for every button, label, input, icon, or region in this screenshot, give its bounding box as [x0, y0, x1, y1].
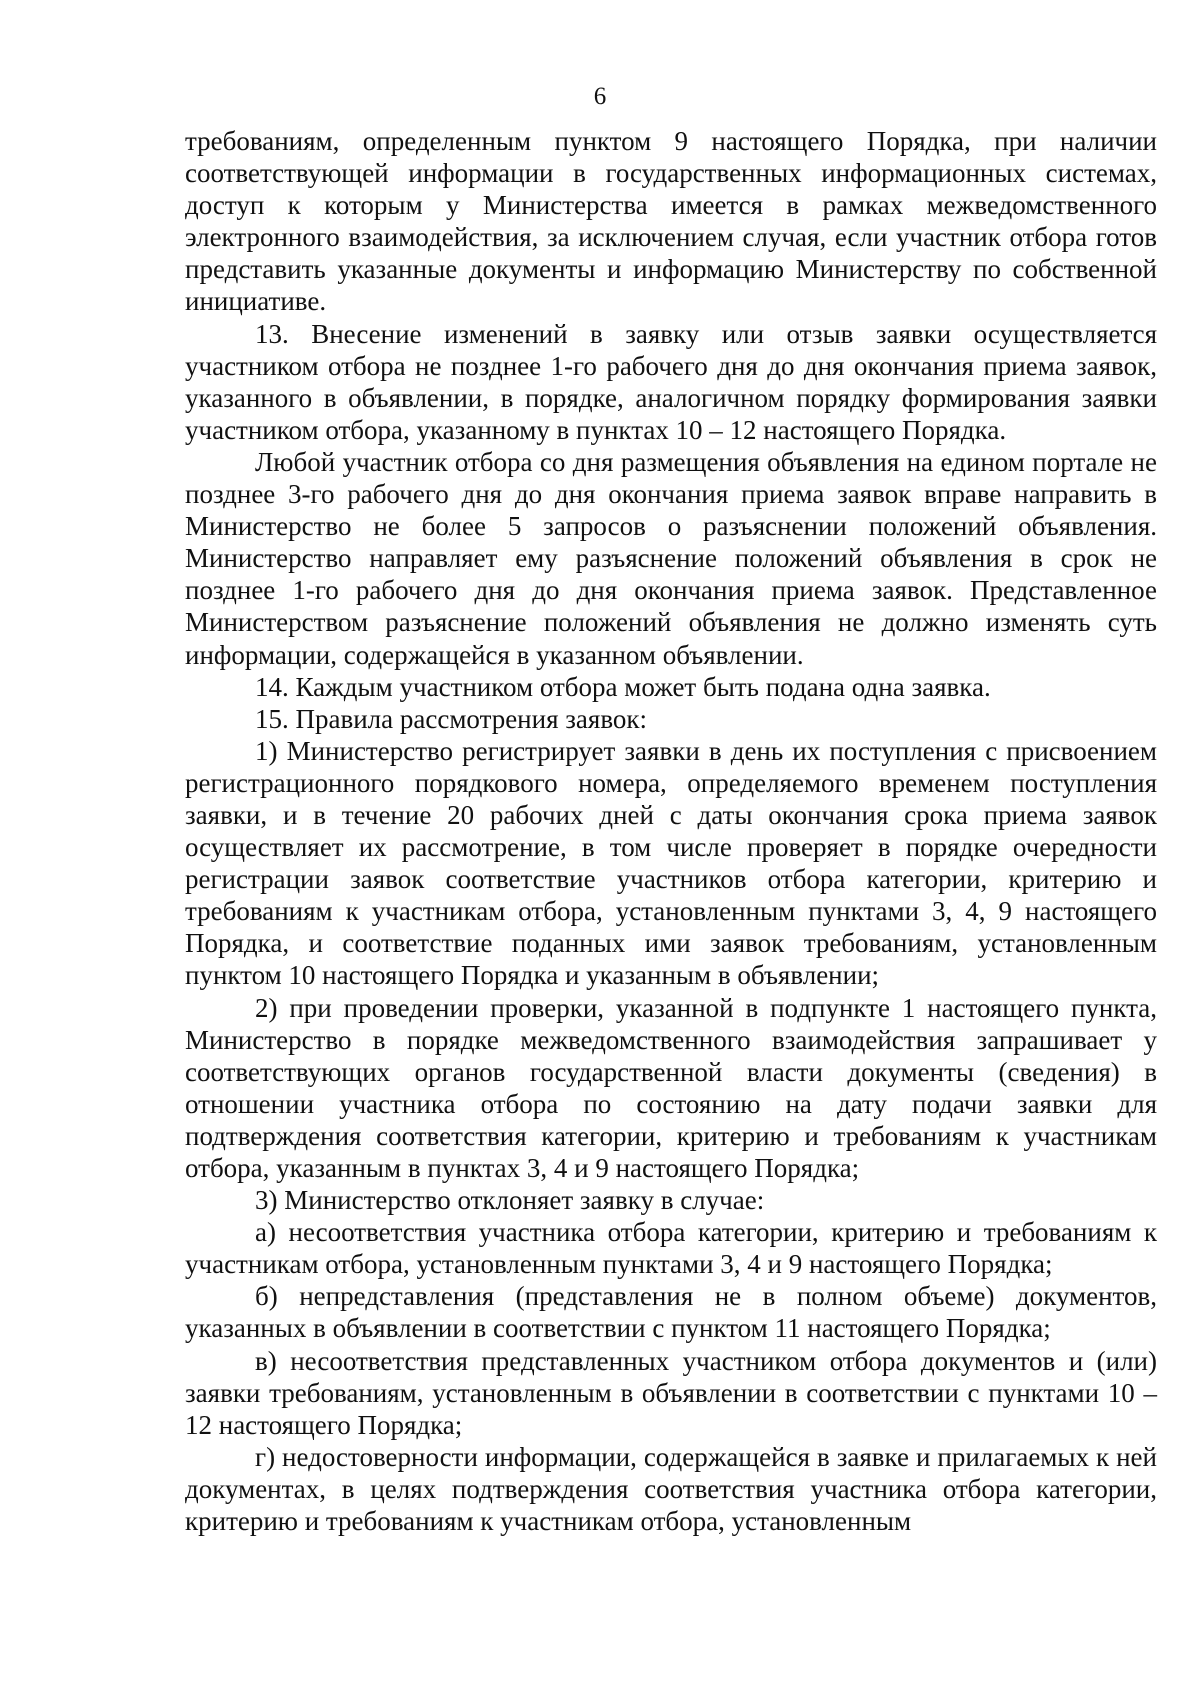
page-number: 6: [593, 83, 607, 110]
paragraph-item-15-3-v: в) несоответствия представленных участником отбора документов и (или) заявки требованиям, установленным в объявлении в соответствии с пунктами 10 – 12 настоящего Порядка;: [185, 1345, 1157, 1440]
paragraph-continuation: требованиям, определенным пунктом 9 настоящего Порядка, при наличии соответствующей информации в государственных информационных системах, доступ к которым у Министерства имеется в рамках межведомственного электронного взаимодействия, за исключением случая, если участник отбора готов представить указанные документы и информацию Министерству по собственной инициативе.: [185, 126, 1157, 317]
paragraph-item-15-3-b: б) непредставления (представления не в полном объеме) документов, указанных в объявлении в соответствии с пунктом 11 настоящего Порядка;: [185, 1281, 1157, 1344]
paragraph-item-15-3-g: г) недостоверности информации, содержащейся в заявке и прилагаемых к ней документах, в целях подтверждения соответствия участника отбора категории, критерию и требованиям к участникам отбора, установленным: [185, 1441, 1157, 1537]
paragraph-item-13-clarification: Любой участник отбора со дня размещения объявления на едином портале не позднее 3-го рабочего дня до дня окончания приема заявок вправе направить в Министерство не более 5 запросов о разъяснении положений объявления. Министерство направляет ему разъяснение положений объявления в срок не позднее 1-го рабочего дня до дня окончания приема заявок. Представленное Министерством разъяснение положений объявления не должно изменять суть информации, содержащейся в указанном объявлении.: [185, 446, 1157, 670]
paragraph-item-13: 13. Внесение изменений в заявку или отзыв заявки осуществляется участником отбора не позднее 1-го рабочего дня до дня окончания приема заявок, указанного в объявлении, в порядке, аналогичном порядку формирования заявки участником отбора, указанному в пунктах 10 – 12 настоящего Порядка.: [185, 318, 1157, 445]
document-body: [185, 125, 1157, 1537]
paragraph-item-15-1: 1) Министерство регистрирует заявки в день их поступления с присвоением регистрационного порядкового номера, определяемого временем поступления заявки, и в течение 20 рабочих дней с даты окончания срока приема заявок осуществляет их рассмотрение, в том числе проверяет в порядке очередности регистрации заявок соответствие участников отбора категории, критерию и требованиям к участникам отбора, установленным пунктами 3, 4, 9 настоящего Порядка, и соответствие поданных ими заявок требованиям, установленным пунктом 10 настоящего Порядка и указанным в объявлении;: [185, 735, 1157, 991]
paragraph-item-15-2: 2) при проведении проверки, указанной в подпункте 1 настоящего пункта, Министерство в порядке межведомственного взаимодействия запрашивает у соответствующих органов государственной власти документы (сведения) в отношении участника отбора по состоянию на дату подачи заявки для подтверждения соответствия категории, критерию и требованиям к участникам отбора, указанным в пунктах 3, 4 и 9 настоящего Порядка;: [185, 992, 1157, 1183]
paragraph-item-15-3-a: а) несоответствия участника отбора категории, критерию и требованиям к участникам отбора, установленным пунктами 3, 4 и 9 настоящего Порядка;: [185, 1217, 1157, 1280]
paragraph-item-15: 15. Правила рассмотрения заявок:: [255, 703, 648, 734]
paragraph-item-14: 14. Каждым участником отбора может быть подана одна заявка.: [255, 671, 991, 702]
paragraph-item-15-3: 3) Министерство отклоняет заявку в случае:: [255, 1185, 765, 1216]
